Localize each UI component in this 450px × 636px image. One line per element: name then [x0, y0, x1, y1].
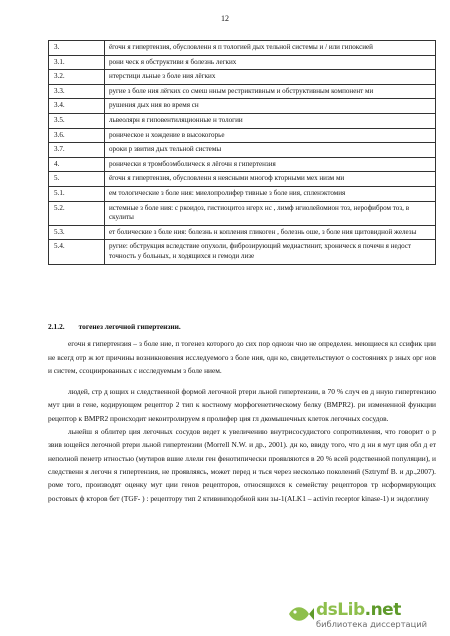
row-number: 5.4.	[49, 240, 105, 264]
row-text: рони ческ я обструктиви я болезнь легких	[105, 55, 436, 70]
row-text: ругие з боле ния лёгких со смеш нным рестриктивным и обструктивным компонент ми	[105, 84, 436, 99]
row-text: ругие: обструкция вследствие опухоли, фиброзирующий медиастинит, хроническ я почечн я недост точность у больных, н ходящихся н гемоди лизе	[105, 240, 436, 264]
paragraph: льнейш я облитер ция легочных сосудов ведет к увеличению внутрисосудистого сопротивления, что говорит о р звив ющейся легочной ртери льной гипертензии (Morrell N.W. и др., 2001). дн ко, ввиду того, что д нн я мут ция обл д ет неполной пенетр нтностью (мутиров вшие ллели ген фенотипически проявляются в 20 % всей родственной популяции), и следственн я легочн я гипертензия, не проявляясь, может перед н ться через несколько поколений (Sztrymf B. и др.,2007). роме того, производят оценку мут ции генов рецепторов, относящихся к семейству рецепторов тр нсформирующих ростовых ф кторов бет (TGF- ) : рецептору тип 2 ктивинподобной кин зы-1(ALK1 – activin receptor kinase-1) и эндоглину	[48, 427, 436, 503]
row-number: 3.	[49, 41, 105, 56]
row-number: 4.	[49, 157, 105, 172]
fish-logo-icon	[286, 602, 314, 626]
table-row	[49, 41, 436, 56]
table-row	[49, 157, 436, 172]
row-text: ронически я тромбоэмболическ я лёгочн я гипертензия	[105, 157, 436, 172]
row-number: 5.3.	[49, 225, 105, 240]
watermark-brand: dsLib.net	[316, 600, 401, 620]
table-row	[49, 70, 436, 85]
table-row	[49, 128, 436, 143]
row-number: 3.1.	[49, 55, 105, 70]
row-number: 5.	[49, 172, 105, 187]
paragraph: людей, стр д ющих н следственной формой легочной ртери льной гипертензии, в 70 % случ ев д нную гипертензию мут ции в гене, кодирующем рецептор 2 тип к костному морфогенетическому белку (BMPR2). ри измененной функции рецептор к BMPR2 происходит неконтролируем я пролифер ция гл дкомышечных клеток легочных сосудов.	[48, 387, 436, 423]
row-number: 3.4.	[49, 99, 105, 114]
section-number: 2.1.2.	[48, 322, 65, 331]
table-row	[49, 99, 436, 114]
body-text	[48, 320, 436, 505]
row-number: 3.3.	[49, 84, 105, 99]
row-text: ёгочн я гипертензия, обусловленн я п тологией дых тельной системы и / или гипоксией	[105, 41, 436, 56]
row-number: 3.6.	[49, 128, 105, 143]
row-text: ёгочн я гипертензия, обусловленн я неясными многоф кторными мех низм ми	[105, 172, 436, 187]
section-heading	[48, 320, 436, 333]
table-row	[49, 225, 436, 240]
row-text: нтерстици льные з боле ния лёгких	[105, 70, 436, 85]
watermark-logo	[286, 600, 436, 630]
table-row	[49, 84, 436, 99]
row-number: 5.1.	[49, 186, 105, 201]
table-row	[49, 201, 436, 225]
row-number: 3.7.	[49, 143, 105, 158]
classification-table	[48, 40, 436, 265]
page-number: 12	[221, 14, 229, 23]
row-text: истемные з боле ния: с ркоидоз, гистиоцитоз нгерх нс , лимф нгиолейомион тоз, нерофибром тоз, в скулиты	[105, 201, 436, 225]
table-row	[49, 240, 436, 264]
table-row	[49, 55, 436, 70]
row-text: львеолярн я гиповентиляционные н тологии	[105, 113, 436, 128]
row-number: 3.5.	[49, 113, 105, 128]
row-text: ороки р звития дых тельной системы	[105, 143, 436, 158]
paragraph: егочн я гипертензия – з боле ние, п тогенез которого до сих пор однозн чно не определен. меющиеся кл ссифик ции не всегд отр ж ют причины возникновения исследуемого з боле ния, одн ко, свидетельствуют о состояниях р зных орг нов и систем, ссоциированных с исследуемым з боле нием.	[48, 339, 436, 375]
row-text: ет болические з боле ния: болезнь н копления гликоген , болезнь оше, з боле ния щитовидной железы	[105, 225, 436, 240]
table-row	[49, 143, 436, 158]
section-title: тогенез легочной гипертензии.	[78, 322, 181, 331]
row-text: рушения дых ния во время сн	[105, 99, 436, 114]
row-text: роническое н хождение в высокогорье	[105, 128, 436, 143]
row-text: ем тологические з боле ния: миелопролифер тивные з боле ния, спленэктомия	[105, 186, 436, 201]
row-number: 5.2.	[49, 201, 105, 225]
row-number: 3.2.	[49, 70, 105, 85]
table-row	[49, 172, 436, 187]
watermark-subtitle: библиотека диссертаций	[316, 619, 428, 629]
table-row	[49, 186, 436, 201]
table-row	[49, 113, 436, 128]
